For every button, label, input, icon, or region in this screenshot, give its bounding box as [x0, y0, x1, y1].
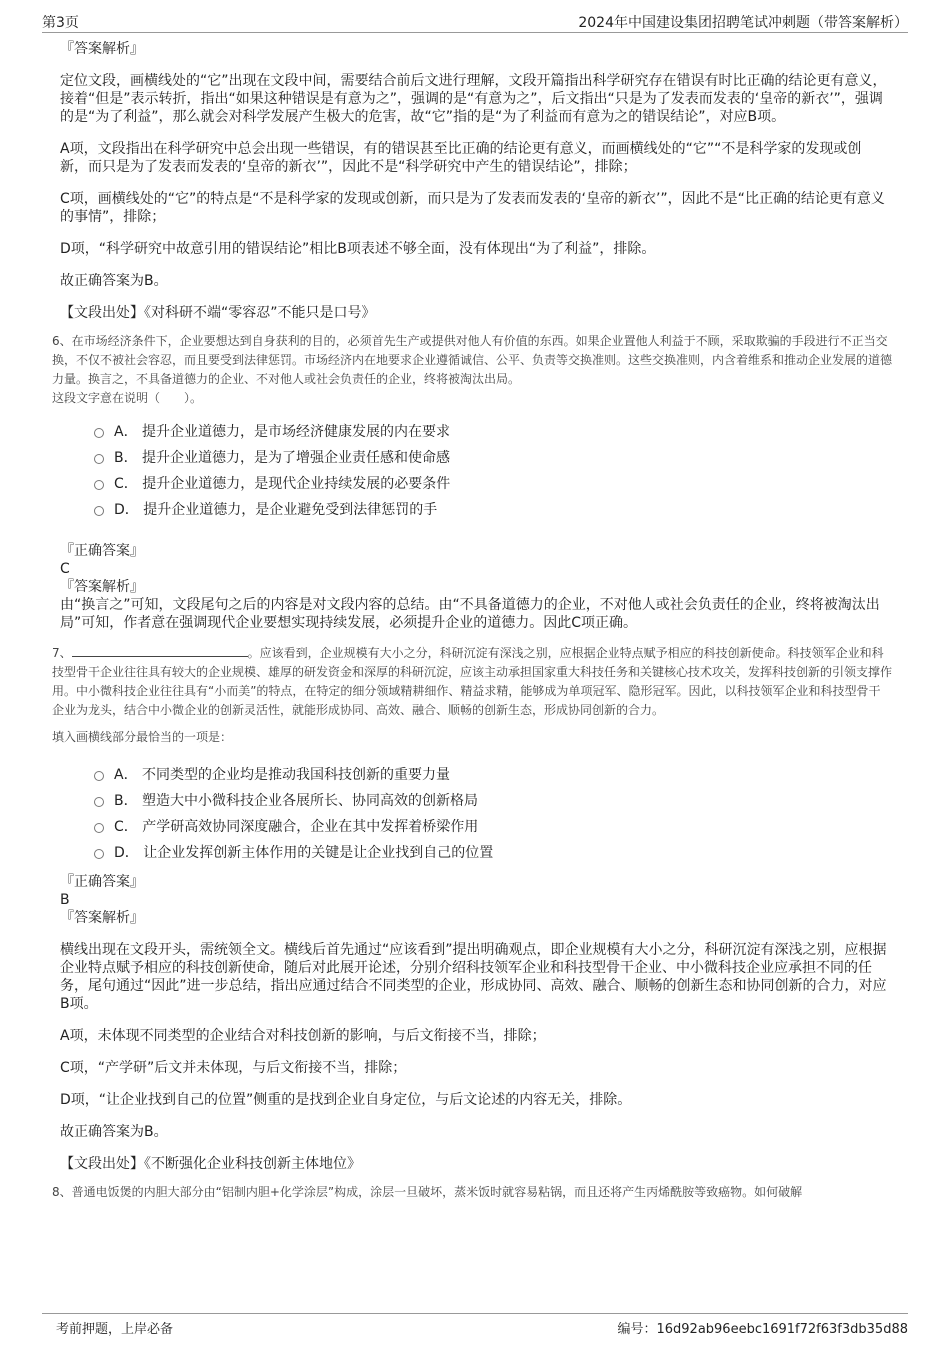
document-id: 编号：16d92ab96eebc1691f72f63f3db35d88 — [617, 1322, 908, 1337]
q7-analysis-paragraph: 横线出现在文段开头，需统领全文。横线后首先通过“应该看到”提出明确观点，即企业规模有大小之分，科研沉淀有深浅之别，应根据企业特点赋予相应的科技创新使命，随后对此展开论述，分别介绍科技领军企业和科技型骨干企业、中小微科技企业应承担不同的任务，尾句通过“因此”进一步总结，指出应通过结合不同类型的企业，形成协同、高效、融合、顺畅的创新生态和协同创新的合力，对应B项。 — [60, 942, 887, 1012]
q5-option-c-analysis: C项，画横线处的“它”的特点是“不是科学家的发现或创新，而只是为了发表而发表的‘皇帝的新衣’”，因此不是“比正确的结论更有意义的事情”，排除； — [60, 191, 885, 225]
q6-option-c[interactable]: C． 提升企业道德力，是现代企业持续发展的必要条件 — [94, 470, 892, 496]
q7-option-b[interactable]: B． 塑造大中小微科技企业各展所长、协同高效的创新格局 — [94, 787, 892, 813]
radio-icon[interactable] — [94, 480, 104, 490]
q6-options — [94, 418, 892, 522]
q7-option-c-analysis: C项，“产学研”后文并未体现，与后文衔接不当，排除； — [60, 1060, 407, 1076]
q6-option-a[interactable]: A． 提升企业道德力，是市场经济健康发展的内在要求 — [94, 418, 892, 444]
q5-analysis-label: 『答案解析』 — [60, 41, 144, 57]
q8-stem: 8、普通电饭煲的内胆大部分由“铝制内胆+化学涂层”构成，涂层一旦破坏，蒸米饭时就容易粘锅，而且还将产生丙烯酰胺等致癌物。如何破解 — [52, 1185, 803, 1199]
q5-option-d-analysis: D项，“科学研究中故意引用的错误结论”相比B项表述不够全面，没有体现出“为了利益”，排除。 — [60, 241, 656, 257]
page-header — [42, 10, 908, 33]
q5-source: 【文段出处】《对科研不端“零容忍”不能只是口号》 — [60, 305, 376, 321]
q7-option-a[interactable]: A． 不同类型的企业均是推动我国科技创新的重要力量 — [94, 761, 892, 787]
radio-icon[interactable] — [94, 771, 104, 781]
document-body — [52, 40, 893, 1202]
q7-answer: B — [60, 892, 70, 908]
q7-prompt: 填入画横线部分最恰当的一项是： — [52, 730, 233, 744]
q6-answer: C — [60, 561, 70, 577]
q6-correct-label: 『正确答案』 — [60, 543, 144, 559]
q7-source: 【文段出处】《不断强化企业科技创新主体地位》 — [60, 1156, 361, 1172]
q6-option-b[interactable]: B． 提升企业道德力，是为了增强企业责任感和使命感 — [94, 444, 892, 470]
radio-icon[interactable] — [94, 428, 104, 438]
footer-slogan: 考前押题，上岸必备 — [56, 1322, 174, 1337]
radio-icon[interactable] — [94, 849, 104, 859]
fill-blank-line — [72, 644, 248, 657]
q7-analysis-label: 『答案解析』 — [60, 910, 144, 926]
q5-conclusion: 故正确答案为B。 — [60, 273, 168, 289]
q6-analysis-label: 『答案解析』 — [60, 579, 144, 595]
radio-icon[interactable] — [94, 823, 104, 833]
radio-icon[interactable] — [94, 454, 104, 464]
q6-option-d[interactable]: D． 提升企业道德力，是企业避免受到法律惩罚的手 — [94, 496, 892, 522]
q6-stem: 6、在市场经济条件下，企业要想达到自身获利的目的，必须首先生产或提供对他人有价值的东西。如果企业置他人利益于不顾，采取欺骗的手段进行不正当交换，不仅不被社会容忍，而且要受到法律惩罚。市场经济内在地要求企业遵循诚信、公平、负责等交换准则。这些交换准则，内含着维系和推动企业发展的道德力量。换言之，不具备道德力的企业、不对他人或社会负责任的企业，终将被淘汰出局。 — [52, 334, 893, 386]
q7-correct-label: 『正确答案』 — [60, 874, 144, 890]
radio-icon[interactable] — [94, 506, 104, 516]
page-footer — [42, 1313, 908, 1336]
q7-option-d-analysis: D项，“让企业找到自己的位置”侧重的是找到企业自身定位，与后文论述的内容无关，排除。 — [60, 1092, 632, 1108]
document-title: 2024年中国建设集团招聘笔试冲刺题（带答案解析） — [578, 15, 908, 31]
q7-conclusion: 故正确答案为B。 — [60, 1124, 168, 1140]
q7-stem: 7、 。应该看到，企业规模有大小之分，科研沉淀有深浅之别，应根据企业特点赋予相应的科技创新使命。科技领军企业和科技型骨干企业往往具有较大的企业规模、雄厚的研发资金和深厚的科研沉淀，应该主动承担国家重大科技任务和关键核心技术攻关，发挥科技创新的引领支撑作用。中小微科技企业往往具有“小而美”的特点，在特定的细分领域精耕细作、精益求精，能够成为单项冠军、隐形冠军。因此，以科技领军企业和科技型骨干企业为龙头，结合中小微企业的创新灵活性，就能形成协同、高效、融合、顺畅的创新生态，形成协同创新的合力。 — [52, 646, 893, 717]
radio-icon[interactable] — [94, 797, 104, 807]
page-number: 第3页 — [42, 15, 79, 31]
q7-option-d[interactable]: D． 让企业发挥创新主体作用的关键是让企业找到自己的位置 — [94, 839, 892, 865]
q7-option-a-analysis: A项，未体现不同类型的企业结合对科技创新的影响，与后文衔接不当，排除； — [60, 1028, 546, 1044]
q7-option-c[interactable]: C． 产学研高效协同深度融合，企业在其中发挥着桥梁作用 — [94, 813, 892, 839]
q6-analysis: 由“换言之”可知，文段尾句之后的内容是对文段内容的总结。由“不具备道德力的企业，不对他人或社会负责任的企业，终将被淘汰出局”可知，作者意在强调现代企业要想实现持续发展，必须提升企业的道德力。因此C项正确。 — [60, 597, 880, 631]
q6-prompt: 这段文字意在说明（ ）。 — [52, 391, 203, 405]
q5-option-a-analysis: A项，文段指出在科学研究中总会出现一些错误，有的错误甚至比正确的结论更有意义，而画横线处的“它”“不是科学家的发现或创新，而只是为了发表而发表的‘皇帝的新衣’”，因此不是“科学研究中产生的错误结论”，排除； — [60, 141, 862, 175]
q5-analysis-paragraph: 定位文段，画横线处的“它”出现在文段中间，需要结合前后文进行理解，文段开篇指出科学研究存在错误有时比正确的结论更有意义，接着“但是”表示转折，指出“如果这种错误是有意为之”，强调的是“有意为之”，后文指出“只是为了发表而发表的‘皇帝的新衣’”，强调的是“为了利益”，那么就会对科学发展产生极大的危害，故“它”指的是“为了利益而有意为之的错误结论”，对应B项。 — [60, 73, 887, 125]
q7-options — [94, 761, 892, 865]
